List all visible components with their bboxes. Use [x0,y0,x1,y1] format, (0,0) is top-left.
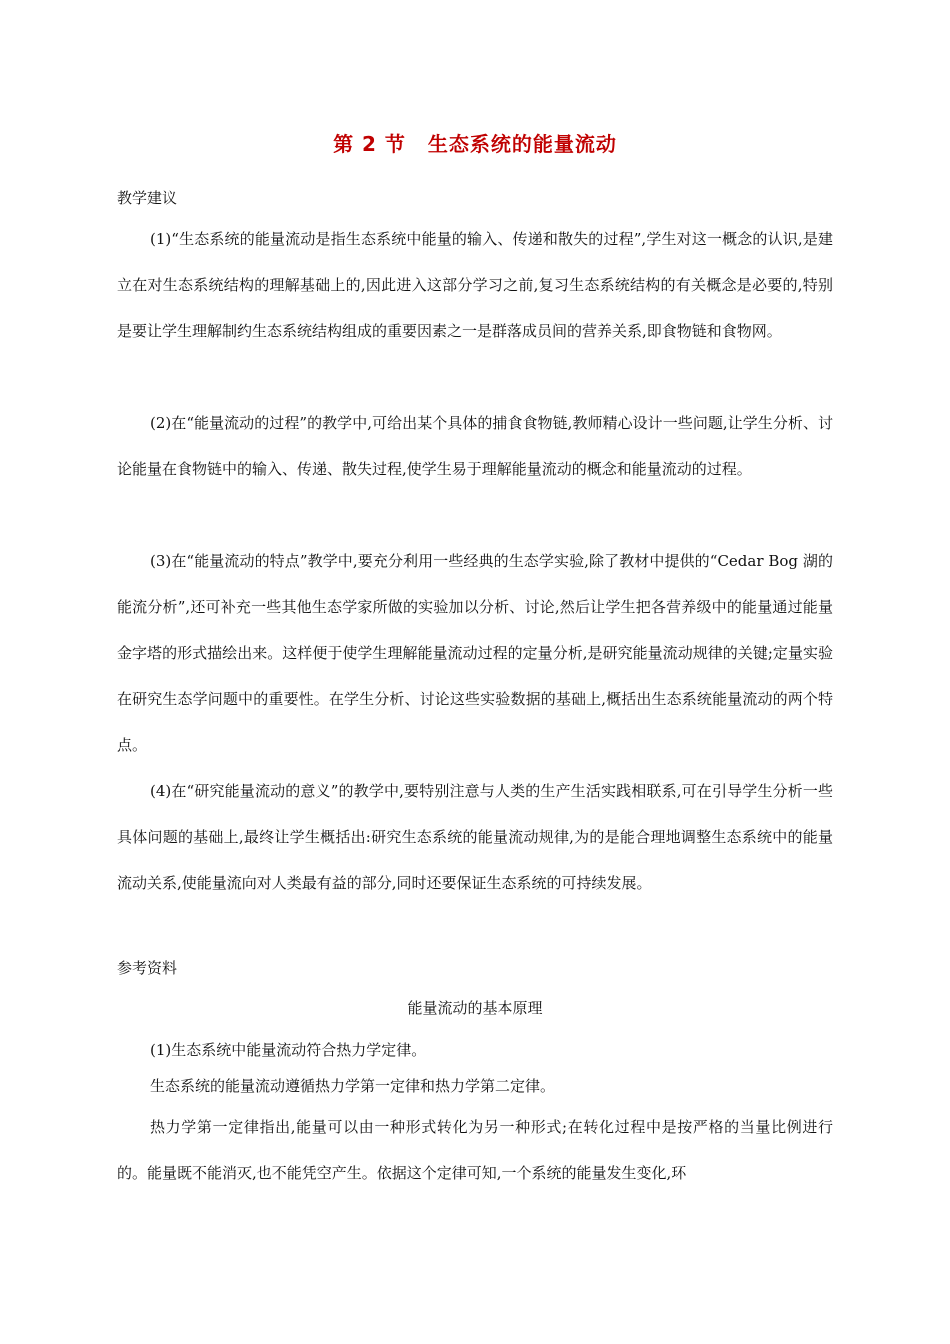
reference-line-2: 生态系统的能量流动遵循热力学第一定律和热力学第二定律。 [150,1077,556,1095]
teaching-suggestions-heading: 教学建议 [117,189,178,207]
reference-paragraph-3: 热力学第一定律指出,能量可以由一种形式转化为另一种形式;在转化过程中是按严格的当量比例进行的。能量既不能消灭,也不能凭空产生。依据这个定律可知,一个系统的能量发生变化,环 [117,1118,833,1182]
paragraph-2: (2)在“能量流动的过程”的教学中,可给出某个具体的捕食食物链,教师精心设计一些问题,让学生分析、讨论能量在食物链中的输入、传递、散失过程,使学生易于理解能量流动的概念和能量流动的过程。 [117,414,833,478]
paragraph-1: (1)“生态系统的能量流动是指生态系统中能量的输入、传递和散失的过程”,学生对这一概念的认识,是建立在对生态系统结构的理解基础上的,因此进入这部分学习之前,复习生态系统结构的有关概念是必要的,特别是要让学生理解制约生态系统结构组成的重要因素之一是群落成员间的营养关系,即食物链和食物网。 [117,230,833,340]
paragraph-3: (3)在“能量流动的特点”教学中,要充分利用一些经典的生态学实验,除了教材中提供的“Cedar Bog 湖的能流分析”,还可补充一些其他生态学家所做的实验加以分析、讨论,然后让学生把各营养级中的能量通过能量金字塔的形式描绘出来。这样便于使学生理解能量流动过程的定量分析,是研究能量流动规律的关键;定量实验在研究生态学问题中的重要性。在学生分析、讨论这些实验数据的基础上,概括出生态系统能量流动的两个特点。 [117,552,833,754]
reference-subtitle: 能量流动的基本原理 [407,999,543,1017]
page-title [0,128,950,157]
reference-line-1: (1)生态系统中能量流动符合热力学定律。 [150,1041,427,1059]
paragraph-4: (4)在“研究能量流动的意义”的教学中,要特别注意与人类的生产生活实践相联系,可在引导学生分析一些具体问题的基础上,最终让学生概括出:研究生态系统的能量流动规律,为的是能合理地调整生态系统中的能量流动关系,使能量流向对人类最有益的部分,同时还要保证生态系统的可持续发展。 [117,782,833,892]
section-number: 第 2 节 [333,132,406,156]
section-title: 生态系统的能量流动 [427,132,617,156]
reference-heading: 参考资料 [117,959,178,977]
